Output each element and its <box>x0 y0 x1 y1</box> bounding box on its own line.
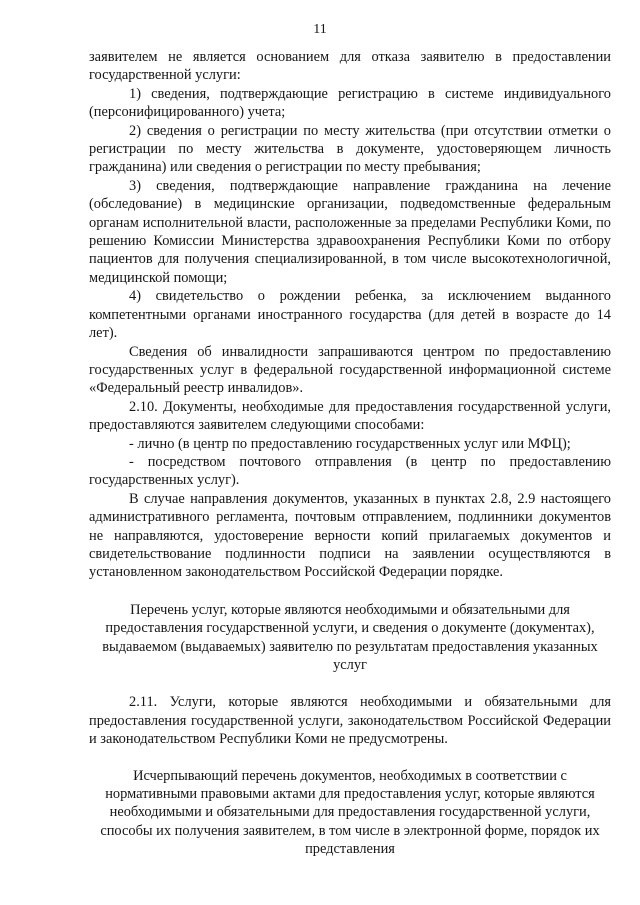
dash-item-by-mail: - посредством почтового отправления (в центр по предоставлению государственных услуг). <box>89 453 611 489</box>
list-item-1: 1) сведения, подтверждающие регистрацию в системе индивидуального (персонифицированного) учета; <box>89 85 611 121</box>
dash-item-in-person: - лично (в центр по предоставлению государственных услуг или МФЦ); <box>129 435 571 452</box>
paragraph-mail-documents: В случае направления документов, указанных в пунктах 2.8, 2.9 настоящего административного регламента, почтовым отправлением, подлинники документов не направляются, удостоверение верности копий прилагаемых документов и свидетельствование подлинности подписи на заявлении осуществляются в установленном законодательством Российской Федерации порядке. <box>89 490 611 581</box>
section-heading-documents: Исчерпывающий перечень документов, необходимых в соответствии с нормативными правовыми актами для предоставления услуг, которые являются необходимыми и обязательными для предоставления государственной услуги, способы их получения заявителем, в том числе в электронной форме, порядок их представления <box>100 767 600 858</box>
list-item-2: 2) сведения о регистрации по месту жительства (при отсутствии отметки о регистрации по месту жительства в документе, удостоверяющем личность гражданина) или сведения о регистрации по месту пребывания; <box>89 122 611 176</box>
paragraph-continuation: заявителем не является основанием для отказа заявителю в предоставлении государственной услуги: <box>89 49 611 84</box>
list-item-3: 3) сведения, подтверждающие направление гражданина на лечение (обследование) в медицинские организации, подведомственные федеральным органам исполнительной власти, расположенные за пределами Республики Коми, по решению Комиссии Министерства здравоохранения Республики Коми по отбору пациентов для получения специализированной, в том числе высокотехнологичной, медицинской помощи; <box>89 177 611 286</box>
paragraph-2-11: 2.11. Услуги, которые являются необходимыми и обязательными для предоставления государственной услуги, законодательством Российской Федерации и законодательством Республики Коми не предусмотрены. <box>89 694 611 748</box>
document-body <box>89 48 611 859</box>
list-item-4: 4) свидетельство о рождении ребенка, за исключением выданного компетентными органами иностранного государства (для детей в возрасте до 14 лет). <box>89 288 611 342</box>
page-number: 11 <box>313 22 327 37</box>
paragraph-2-10: 2.10. Документы, необходимые для предоставления государственной услуги, предоставляются заявителем следующими способами: <box>89 398 611 434</box>
paragraph-disability-info: Сведения об инвалидности запрашиваются центром по предоставлению государственных услуг в федеральной государственной информационной системе «Федеральный реестр инвалидов». <box>89 343 611 397</box>
section-heading-services: Перечень услуг, которые являются необходимыми и обязательными для предоставления государственной услуги, и сведения о документе (документах), выдаваемом (выдаваемых) заявителю по результатам предоставления указанных услуг <box>102 601 598 673</box>
